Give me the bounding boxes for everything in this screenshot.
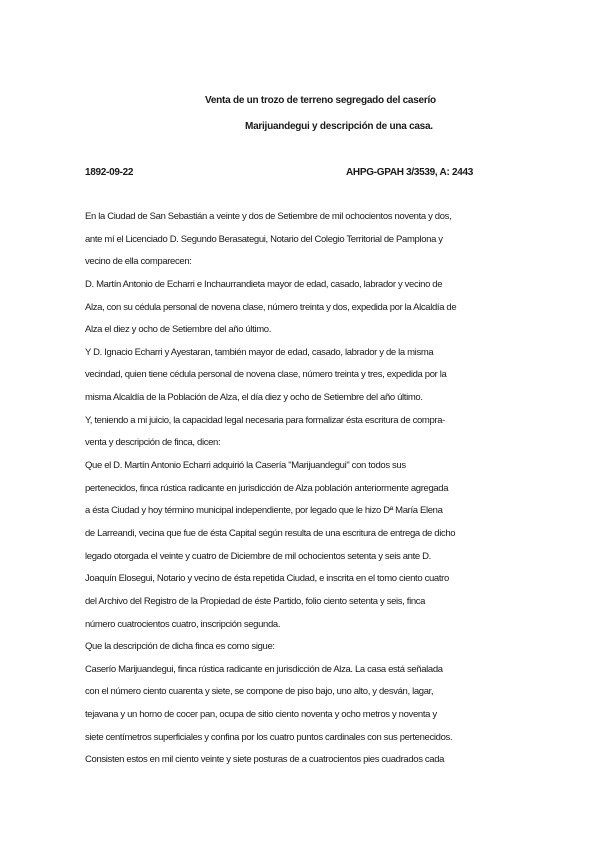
archive-reference: AHPG-GPAH 3/3539, A: 2443: [346, 167, 473, 178]
body-line: Consisten estos en mil ciento veinte y siete posturas de a cuatrocientos pies cuadrados cada: [85, 754, 445, 766]
body-line: del Archivo del Registro de la Propiedad de éste Partido, folio ciento setenta y seis, finca: [85, 595, 426, 607]
body-line: vecindad, quien tiene cédula personal de novena clase, número treinta y tres, expedida por la: [85, 369, 447, 381]
body-line: En la Ciudad de San Sebastián a veinte y dos de Setiembre de mil ochocientos noventa y dos,: [85, 211, 452, 222]
body-line: misma Alcaldía de la Población de Alza, el día diez y ocho de Setiembre del año último.: [85, 392, 423, 404]
document-title-line-1: Venta de un trozo de terreno segregado del caserío: [205, 95, 436, 106]
body-line: tejavana y un horno de cocer pan, ocupa de sitio ciento noventa y ocho metros y noventa y: [85, 709, 437, 721]
document-title-line-2: Marijuandegui y descripción de una casa.: [245, 121, 433, 132]
body-line: siete centímetros superficiales y confina por los cuatro puntos cardinales con sus pertenecidos.: [85, 731, 453, 743]
body-line: con el número ciento cuarenta y siete, se compone de piso bajo, uno alto, y desván, lagar,: [85, 686, 434, 698]
body-line: Y D. Ignacio Echarri y Ayestaran, también mayor de edad, casado, labrador y de la misma: [85, 346, 434, 358]
body-line: de Larreandi, vecina que fue de ésta Capital según resulta de una escritura de entrega de dicho: [85, 527, 456, 539]
body-line: legado otorgada el veinte y cuatro de Diciembre de mil ochocientos setenta y seis ante D.: [85, 550, 431, 562]
body-line: Joaquín Elosegui, Notario y vecino de ésta repetida Ciudad, e inscrita en el tomo ciento cuatro: [85, 573, 449, 585]
body-line: venta y descripción de finca, dicen:: [85, 437, 221, 449]
body-line: a ésta Ciudad y hoy término municipal independiente, por legado que le hizo Dª María Elena: [85, 505, 443, 517]
document-date: 1892-09-22: [85, 167, 134, 178]
body-line: Alza el diez y ocho de Setiembre del año último.: [85, 324, 271, 336]
body-line: D. Martín Antonio de Echarri e Inchaurrandieta mayor de edad, casado, labrador y vecino de: [85, 278, 443, 290]
body-line: Y, teniendo a mi juicio, la capacidad legal necesaria para formalizar ésta escritura de compra-: [85, 414, 445, 426]
body-line: Caserío Marijuandegui, finca rústica radicante en jurisdicción de Alza. La casa está señalada: [85, 663, 443, 675]
body-line: pertenecidos, finca rústica radicante en jurisdicción de Alza población anteriormente agregada: [85, 482, 449, 494]
body-line: Que la descripción de dicha finca es como sigue:: [85, 641, 275, 653]
body-line: Que el D. Martín Antonio Echarri adquirió la Casería "Marijuandegui" con todos sus: [85, 460, 406, 472]
body-line: ante mí el Licenciado D. Segundo Berasategui, Notario del Colegio Territorial de Pamplona y: [85, 233, 443, 245]
document-body: [85, 206, 515, 772]
body-line: vecino de ella comparecen:: [85, 256, 192, 268]
body-line: número cuatrocientos cuatro, inscripción segunda.: [85, 618, 281, 630]
body-line: Alza, con su cédula personal de novena clase, número treinta y dos, expedida por la Alcaldía de: [85, 301, 457, 313]
